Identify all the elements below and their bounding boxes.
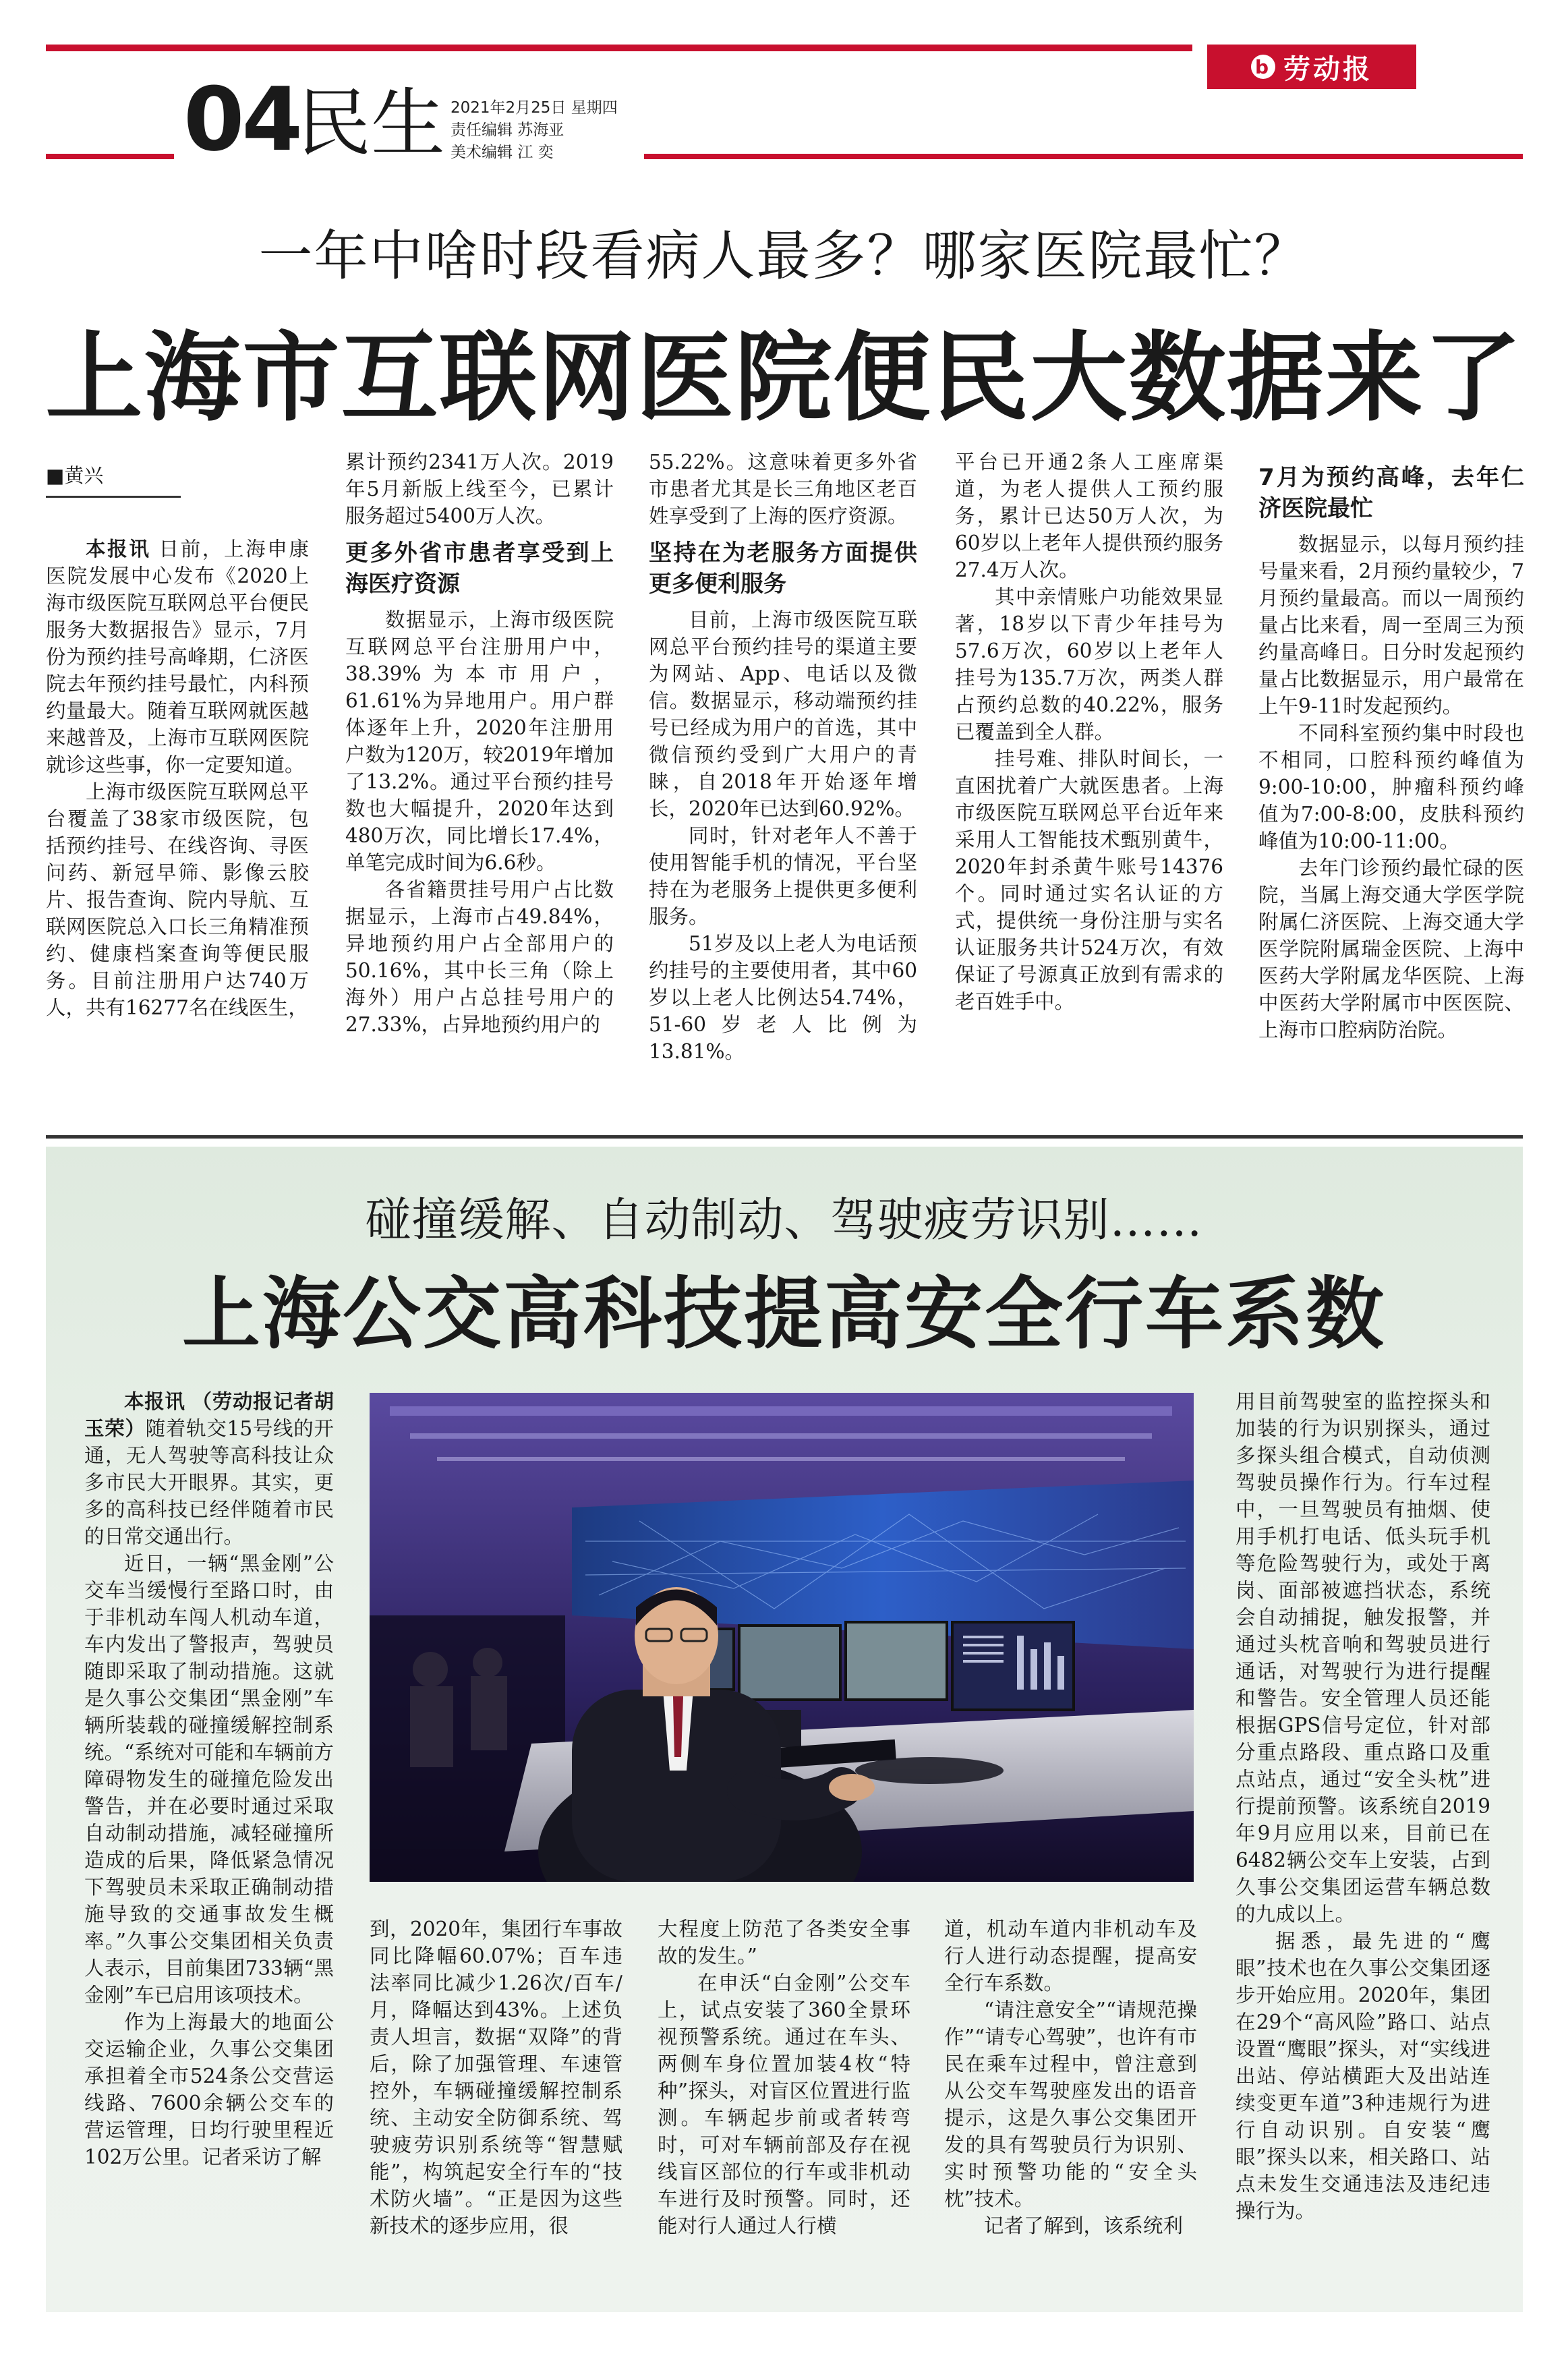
article1-col3 bbox=[649, 449, 917, 1065]
article2-lead-tag: 本报讯 bbox=[124, 1390, 185, 1413]
art-editor-line: 美术编辑 江 奕 bbox=[451, 144, 554, 161]
article2-p10: 用目前驾驶室的监控探头和加装的行为识别探头，通过多探头组合模式，自动侦测驾驶员操作行为。行车过程中，一旦驾驶员有抽烟、使用手机打电话、低头玩手机等危险驾驶行为，或处于离岗、面部被遮挡状态，系统会自动捕捉，触发报警，并通过头枕音响和驾驶员进行通话，对驾驶行为进行提醒和警告。安全管理人员还能根据GPS信号定位，针对部分重点路段、重点路口及重点站点，通过“安全头枕”进行提前预警。该系统自2019年9月应用以来，目前已在6482辆公交车上安装，占到久事公交集团运营车辆总数的九成以上。 bbox=[1236, 1390, 1490, 1926]
article1-subhead1: 更多外省市患者享受到上海医疗资源 bbox=[345, 540, 614, 598]
article2-col2 bbox=[370, 1916, 622, 2239]
article1-col2 bbox=[345, 449, 614, 1038]
paper-name: 劳动报 bbox=[1283, 53, 1372, 85]
article1-p11: 其中亲情账户功能效果显著，18岁以下青少年挂号为57.6万次，60岁以上老年人挂号为135.7万次，两类人群占预约总数的40.22%，服务已覆盖到全人群。 bbox=[955, 585, 1223, 743]
header-rule-left bbox=[46, 154, 174, 159]
article2-p8: “请注意安全”“请规范操作”“请专心驾驶”，也许有市民在乘车过程中，曾注意到从公交车驾驶座发出的语音提示，这是久事公交集团开发的具有驾驶员行为识别、实时预警功能的“安全头枕”技术。 bbox=[944, 1999, 1197, 2210]
article2-kicker: 碰撞缓解、自动制动、驾驶疲劳识别…… bbox=[365, 1194, 1203, 1247]
article1-p2: 上海市级医院互联网总平台覆盖了38家市级医院，包括预约挂号、在线咨询、寻医问药、新冠早筛、影像云胶片、报告查询、院内导航、互联网医院总入口长三角精准预约、健康档案查询等便民服务。目前注册用户达740万人，共有16277名在线医生， bbox=[46, 780, 309, 1019]
article2-p6: 在申沃“白金刚”公交车上，试点安装了360全景环视预警系统。通过在车头、两侧车身位置加装4枚“特种”探头，对盲区位置进行监测。车辆起步前或者转弯时，可对车辆前部及存在视线盲区部位的行车或非机动车进行及时预警。同时，还能对行人通过人行横 bbox=[658, 1972, 910, 2237]
article1-p13: 数据显示，以每月预约挂号量来看，2月预约量较少，7月预约量最高。而以一周预约量占比来看，周一至周三为预约量高峰日。日分时发起预约量占比数据显示，用户最常在上午9-11时发起预约。 bbox=[1258, 533, 1524, 718]
article2-p5: 大程度上防范了各类安全事故的发生。” bbox=[658, 1918, 910, 1967]
top-rule bbox=[46, 45, 1192, 51]
logo-mark-icon: b bbox=[1251, 55, 1275, 79]
article1-headline: 上海市互联网医院便民大数据来了 bbox=[45, 320, 1523, 434]
page-number: 04 bbox=[183, 68, 300, 171]
article1-subhead3: 7月为预约高峰，去年仁济医院最忙 bbox=[1258, 464, 1524, 522]
editor-line: 责任编辑 苏海亚 bbox=[451, 121, 564, 139]
article1-p14: 不同科室预约集中时段也不相同，口腔科预约峰值为9:00-10:00，肿瘤科预约峰值为7:00-8:00，皮肤科预约峰值为10:00-11:00。 bbox=[1258, 722, 1524, 853]
article1-col5 bbox=[1258, 462, 1524, 1043]
article1-p15: 去年门诊预约最忙碌的医院，当属上海交通大学医学院附属仁济医院、上海交通大学医学院附属瑞金医院、上海中医药大学附属龙华医院、上海中医药大学附属市中医医院、上海市口腔病防治院。 bbox=[1258, 857, 1524, 1041]
article2-p2: 近日，一辆“黑金刚”公交车当缓慢行至路口时，由于非机动车闯人机动车道，车内发出了警报声，驾驶员随即采取了制动措施。这就是久事公交集团“黑金刚”车辆所装载的碰撞缓解控制系统。“系统对可能和车辆前方障碍物发生的碰撞危险发出警告，并在必要时通过采取自动制动措施，减轻碰撞所造成的后果，降低紧急情况下驾驶员未采取正确制动措施导致的交通事故发生概率。”久事公交集团相关负责人表示，目前集团733辆“黑金刚”车已启用该项技术。 bbox=[84, 1552, 334, 2007]
date-line: 2021年2月25日 星期四 bbox=[451, 99, 618, 117]
article2-reporter: （劳动报记者胡玉荣） bbox=[84, 1390, 334, 1440]
article2-col3 bbox=[658, 1916, 910, 2239]
section-title: 民生 bbox=[297, 80, 445, 167]
article1-p1: 日前，上海申康医院发展中心发布《2020上海市级医院互联网总平台便民服务大数据报告》显示，7月份为预约挂号高峰期，仁济医院去年预约挂号最忙，内科预约量最大。随着互联网就医越来越普及，上海市互联网医院就诊这些事，你一定要知道。 bbox=[46, 538, 309, 776]
article1-lead-para bbox=[46, 536, 309, 778]
article2-p9: 记者了解到，该系统利 bbox=[984, 2214, 1184, 2237]
article2-p4: 到，2020年，集团行车事故同比降幅60.07%；百车违法率同比减少1.26次/百车/月，降幅达到43%。上述负责人坦言，数据“双降”的背后，除了加强管理、车速管控外，车辆碰撞缓解控制系统、主动安全防御系统、驾驶疲劳识别系统等“智慧赋能”，构筑起安全行车的“技术防火墙”。“正是因为这些新技术的逐步应用，很 bbox=[370, 1918, 622, 2237]
article2-col5 bbox=[1236, 1388, 1490, 2224]
article2-headline: 上海公交高科技提高安全行车系数 bbox=[182, 1268, 1386, 1360]
article1-p7: 目前，上海市级医院互联网总平台预约挂号的渠道主要为网站、App、电话以及微信。数据显示，移动端预约挂号已经成为用户的首选，其中微信预约受到广大用户的青睐，自2018年开始逐年增长，2020年已达到60.92%。 bbox=[649, 608, 917, 820]
lead-tag: 本报讯 bbox=[86, 538, 151, 561]
article1-col4 bbox=[955, 449, 1223, 1015]
article2-p11: 据悉，最先进的“鹰眼”技术也在久事公交集团逐步开始应用。2020年，集团在29个“高风险”路口、站点设置“鹰眼”探头，对“实线进出站、停站横距大及出站连续变更车道”3种违规行为进行自动识别。自安装“鹰眼”探头以来，相关路口、站点未发生交通违法及违纪违操行为。 bbox=[1236, 1930, 1490, 2222]
article1-p3: 累计预约2341万人次。2019年5月新版上线至今，已累计服务超过5400万人次。 bbox=[345, 451, 614, 527]
byline-rule bbox=[46, 496, 181, 498]
article1-kicker: 一年中啥时段看病人最多？哪家医院最忙？ bbox=[258, 225, 1310, 287]
article1-p5: 各省籍贯挂号用户占比数据显示，上海市占49.84%，异地预约用户占全部用户的50.16%，其中长三角（除上海外）用户占总挂号用户的27.33%，占异地预约用户的 bbox=[345, 878, 614, 1036]
article2-lead-para bbox=[84, 1388, 334, 1550]
article1-p12: 挂号难、排队时间长，一直困扰着广大就医患者。上海市级医院互联网总平台近年来采用人工智能技术甄别黄牛，2020年封杀黄牛账号14376个。同时通过实名认证的方式，提供统一身份注册与实名认证服务共计524万次，有效保证了号源真正放到有需求的老百姓手中。 bbox=[955, 747, 1223, 1013]
header-rule-right bbox=[644, 154, 1523, 159]
article2-p3: 作为上海最大的地面公交运输企业，久事公交集团承担着全市524条公交营运线路、7600余辆公交车的营运管理，日均行驶里程近102万公里。记者采访了解 bbox=[84, 2011, 334, 2168]
article2-col4 bbox=[944, 1916, 1197, 2239]
section-divider bbox=[46, 1135, 1523, 1139]
control-room-illustration bbox=[370, 1393, 1194, 1882]
article2-p7: 道，机动车道内非机动车及行人进行动态提醒，提高安全行车系数。 bbox=[944, 1918, 1197, 1994]
article1-p9: 51岁及以上老人为电话预约挂号的主要使用者，其中60岁以上老人比例达54.74%，51-60岁老人比例为13.81%。 bbox=[649, 932, 917, 1063]
article1-subhead2: 坚持在为老服务方面提供更多便利服务 bbox=[649, 540, 917, 598]
article1-p8: 同时，针对老年人不善于使用智能手机的情况，平台坚持在为老服务上提供更多便利服务。 bbox=[649, 824, 917, 928]
article2-p1: 随着轨交15号线的开通，无人驾驶等高科技让众多市民大开眼界。其实，更多的高科技已经伴随着市民的日常交通出行。 bbox=[84, 1417, 334, 1548]
article1-byline: ■黄兴 bbox=[46, 464, 104, 487]
paper-logo bbox=[1207, 45, 1416, 89]
article1-p4: 数据显示，上海市级医院互联网总平台注册用户中，38.39%为本市用户，61.61%为异地用户。用户群体逐年上升，2020年注册用户数为120万，较2019年增加了13.2%。通过平台预约挂号数也大幅提升，2020年达到480万次，同比增长17.4%，单笔完成时间为6.6秒。 bbox=[345, 608, 614, 874]
article1-p6: 55.22%。这意味着更多外省市患者尤其是长三角地区老百姓享受到了上海的医疗资源。 bbox=[649, 451, 917, 527]
article1-p10: 平台已开通2条人工座席渠道，为老人提供人工预约服务，累计已达50万人次，为60岁以上老年人提供预约服务27.4万人次。 bbox=[955, 451, 1223, 581]
control-room-photo bbox=[370, 1393, 1194, 1882]
article2-col1 bbox=[84, 1388, 334, 2171]
article1-col1 bbox=[46, 462, 309, 1021]
issue-meta bbox=[451, 97, 618, 164]
